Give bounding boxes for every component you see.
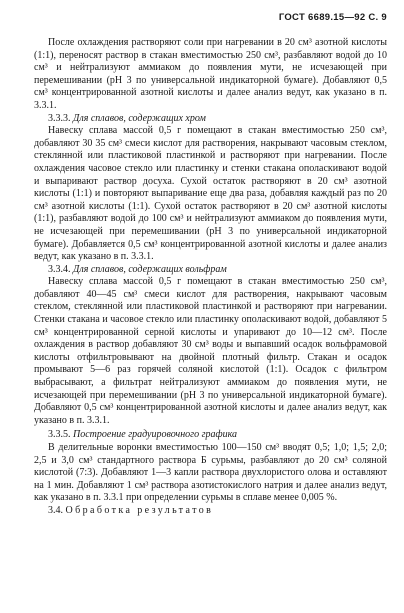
section-title: Обработка результатов <box>65 504 214 516</box>
section-number: 3.3.5. <box>48 429 71 441</box>
section-number: 3.3.3. <box>48 112 71 124</box>
section-number: 3.4. <box>48 504 63 516</box>
section-heading-3-4 <box>34 505 387 518</box>
paragraph-tungsten-alloys: Навеску сплава массой 0,5 г помещают в стакан вместимостью 250 см³, добавляют 40—45 см³ смеси кислот для растворения, накрывают часовым стеклом, стеклянной или пластиковой пластинкой и растворяют при нагревании. Стенки стакана и часовое стекло или пластинку ополаскивают водой, добавляют 5 см³ концентрированной серной кислоты и упаривают до 10—12 см³. После охлаждения в раствор добавляют 30 см³ воды и выпавший осадок вольфрамовой кислоты отфильтровывают на двойной плотный фильтр. Стакан и осадок промывают 5—6 раз горячей соляной кислотой (1:1). Осадок с фильтром выбрасывают, а фильтрат нейтрализуют аммиаком до появления мути, не исчезающей при перемешивании (рН 3 по универсальной индикаторной бумаге). Добавляют 0,5 см³ концентрированной азотной кислоты и далее анализ ведут, как указано в п. 3.3.1. <box>34 276 387 426</box>
section-heading-3-3-3 <box>34 113 387 126</box>
paragraph-chromium-alloys: Навеску сплава массой 0,5 г помещают в стакан вместимостью 250 см³, добавляют 30 35 см³ смеси кислот для растворения, накрывают часовым стеклом, стеклянной или пластиковой пластинкой и растворяют при нагревании. После охлаждения часовое стекло или пластинку и стенки стакана ополаскивают водой и выпаривают раствор досуха. Сухой остаток растворяют в 20 см³ азотной кислоты (1:1) и повторяют выпаривание еще два раза, добавляя каждый раз по 20 см³ азотной кислоты (1:1). Сухой остаток растворяют в 20 см³ азотной кислоты (1:1), разбавляют водой до 100 см³ и нейтрализуют аммиаком до появления мути, не исчезающей при перемешивании (рН 3 по универсальной индикаторной бумаге). Добавляется 0,5 см³ концентрированной азотной кислоты и далее анализ ведут, как указано в п. 3.3.1. <box>34 125 387 263</box>
paragraph-calibration-graph: В делительные воронки вместимостью 100—150 см³ вводят 0,5; 1,0; 1,5; 2,0; 2,5 и 3,0 см³ стандартного раствора Б сурьмы, разбавляют до 20 см³ соляной кислотой (7:3). Добавляют 1—3 капли раствора двухлористого олова и оставляют на 1 мин. Добавляют 1 см³ раствора азотистокислого натрия и далее анализ ведут, как указано в п. 3.3.1 при определении сурьмы в сплаве менее 0,005 %. <box>34 442 387 504</box>
section-heading-3-3-5 <box>34 429 387 442</box>
section-heading-3-3-4 <box>34 264 387 277</box>
paragraph-cooling: После охлаждения растворяют соли при нагревании в 20 см³ азотной кислоты (1:1), переносят раствор в стакан вместимостью 250 см³, разбавляют водой до 10 см³ и нейтрализуют аммиаком до появления мути, не исчезающей при перемешивании (рН 3 по универсальной индикаторной бумаге). Добавляют 0,5 см³ концентрированной азотной кислоты и далее анализ ведут, как указано в п. 3.3.1. <box>34 37 387 111</box>
section-number: 3.3.4. <box>48 263 71 275</box>
section-title: Для сплавов, содержащих хром <box>73 112 206 124</box>
page-header: ГОСТ 6689.15—92 С. 9 <box>278 12 387 23</box>
document-body <box>34 37 387 518</box>
section-title: Построение градуировочного графика <box>73 429 237 441</box>
section-title: Для сплавов, содержащих вольфрам <box>73 263 227 275</box>
